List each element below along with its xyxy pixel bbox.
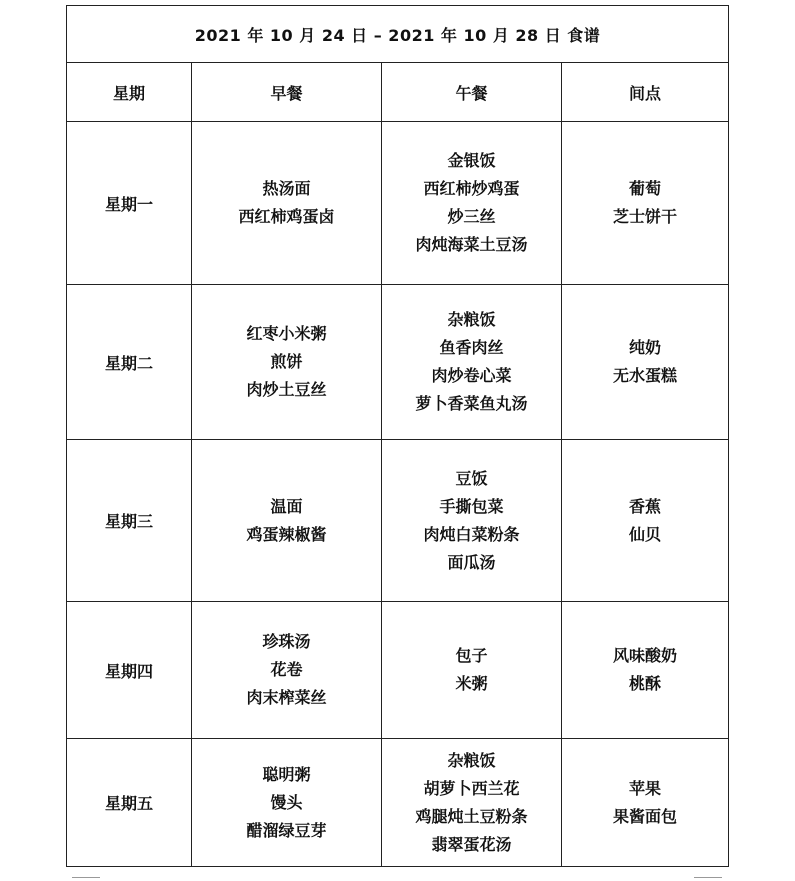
dish: 鸡蛋辣椒酱 [246,524,327,544]
header-day: 星期 [67,63,192,122]
dish: 手撕包菜 [439,496,504,516]
header-breakfast: 早餐 [192,63,382,122]
dish: 红枣小米粥 [246,324,327,343]
dish: 果酱面包 [613,806,678,826]
dish: 面瓜汤 [447,552,496,572]
dish: 西红柿鸡蛋卤 [238,207,335,226]
dish: 无水蛋糕 [613,366,678,385]
snack-cell [562,285,729,440]
dish: 肉末榨菜丝 [246,688,327,707]
dish: 芝士饼干 [613,207,678,226]
dish: 炒三丝 [447,207,496,226]
header-lunch: 午餐 [382,63,562,122]
menu-title: 2021 年 10 月 24 日 – 2021 年 10 月 28 日 食谱 [67,6,729,63]
snack-cell [562,122,729,285]
breakfast-cell [192,440,382,602]
dish: 米粥 [455,674,488,693]
breakfast-cell [192,122,382,285]
lunch-cell [382,122,562,285]
dish: 风味酸奶 [613,646,678,665]
dish: 胡萝卜西兰花 [423,778,520,798]
day-cell: 星期一 [67,122,192,285]
dish: 肉炒卷心菜 [431,366,512,385]
table-row [67,285,729,440]
dish: 香蕉 [629,496,662,516]
day-cell: 星期三 [67,440,192,602]
dish: 仙贝 [629,524,662,544]
page-corner-mark-right [694,877,722,878]
lunch-cell [382,739,562,867]
header-row [67,63,729,122]
day-cell: 星期四 [67,602,192,739]
dish: 桃酥 [629,674,662,693]
dish: 杂粮饭 [447,750,496,770]
lunch-cell [382,285,562,440]
table-row [67,739,729,867]
day-cell: 星期五 [67,739,192,867]
dish: 珍珠汤 [262,632,311,651]
breakfast-cell [192,285,382,440]
dish: 醋溜绿豆芽 [246,820,327,840]
dish: 西红柿炒鸡蛋 [423,179,520,198]
dish: 金银饭 [447,151,496,170]
header-snack: 间点 [562,63,729,122]
table-row [67,602,729,739]
dish: 肉炖海菜土豆汤 [415,235,528,254]
dish: 苹果 [629,778,662,798]
lunch-cell [382,440,562,602]
dish: 花卷 [270,660,303,679]
day-cell: 星期二 [67,285,192,440]
dish: 温面 [270,496,303,516]
table-row [67,122,729,285]
dish: 馒头 [270,792,303,812]
table-row [67,440,729,602]
dish: 鸡腿炖土豆粉条 [415,806,528,826]
dish: 包子 [455,646,488,665]
dish: 热汤面 [262,179,311,198]
lunch-cell [382,602,562,739]
dish: 翡翠蛋花汤 [431,834,512,854]
snack-cell [562,602,729,739]
dish: 聪明粥 [262,764,311,784]
breakfast-cell [192,739,382,867]
page-corner-mark-left [72,877,100,878]
breakfast-cell [192,602,382,739]
weekly-menu-table [66,5,729,867]
dish: 纯奶 [629,338,662,357]
dish: 煎饼 [270,352,303,371]
snack-cell [562,440,729,602]
dish: 葡萄 [629,179,662,198]
dish: 豆饭 [455,468,488,488]
dish: 肉炖白菜粉条 [423,524,520,544]
dish: 杂粮饭 [447,310,496,329]
dish: 鱼香肉丝 [439,338,504,357]
snack-cell [562,739,729,867]
dish: 肉炒土豆丝 [246,380,327,399]
dish: 萝卜香菜鱼丸汤 [415,394,528,413]
